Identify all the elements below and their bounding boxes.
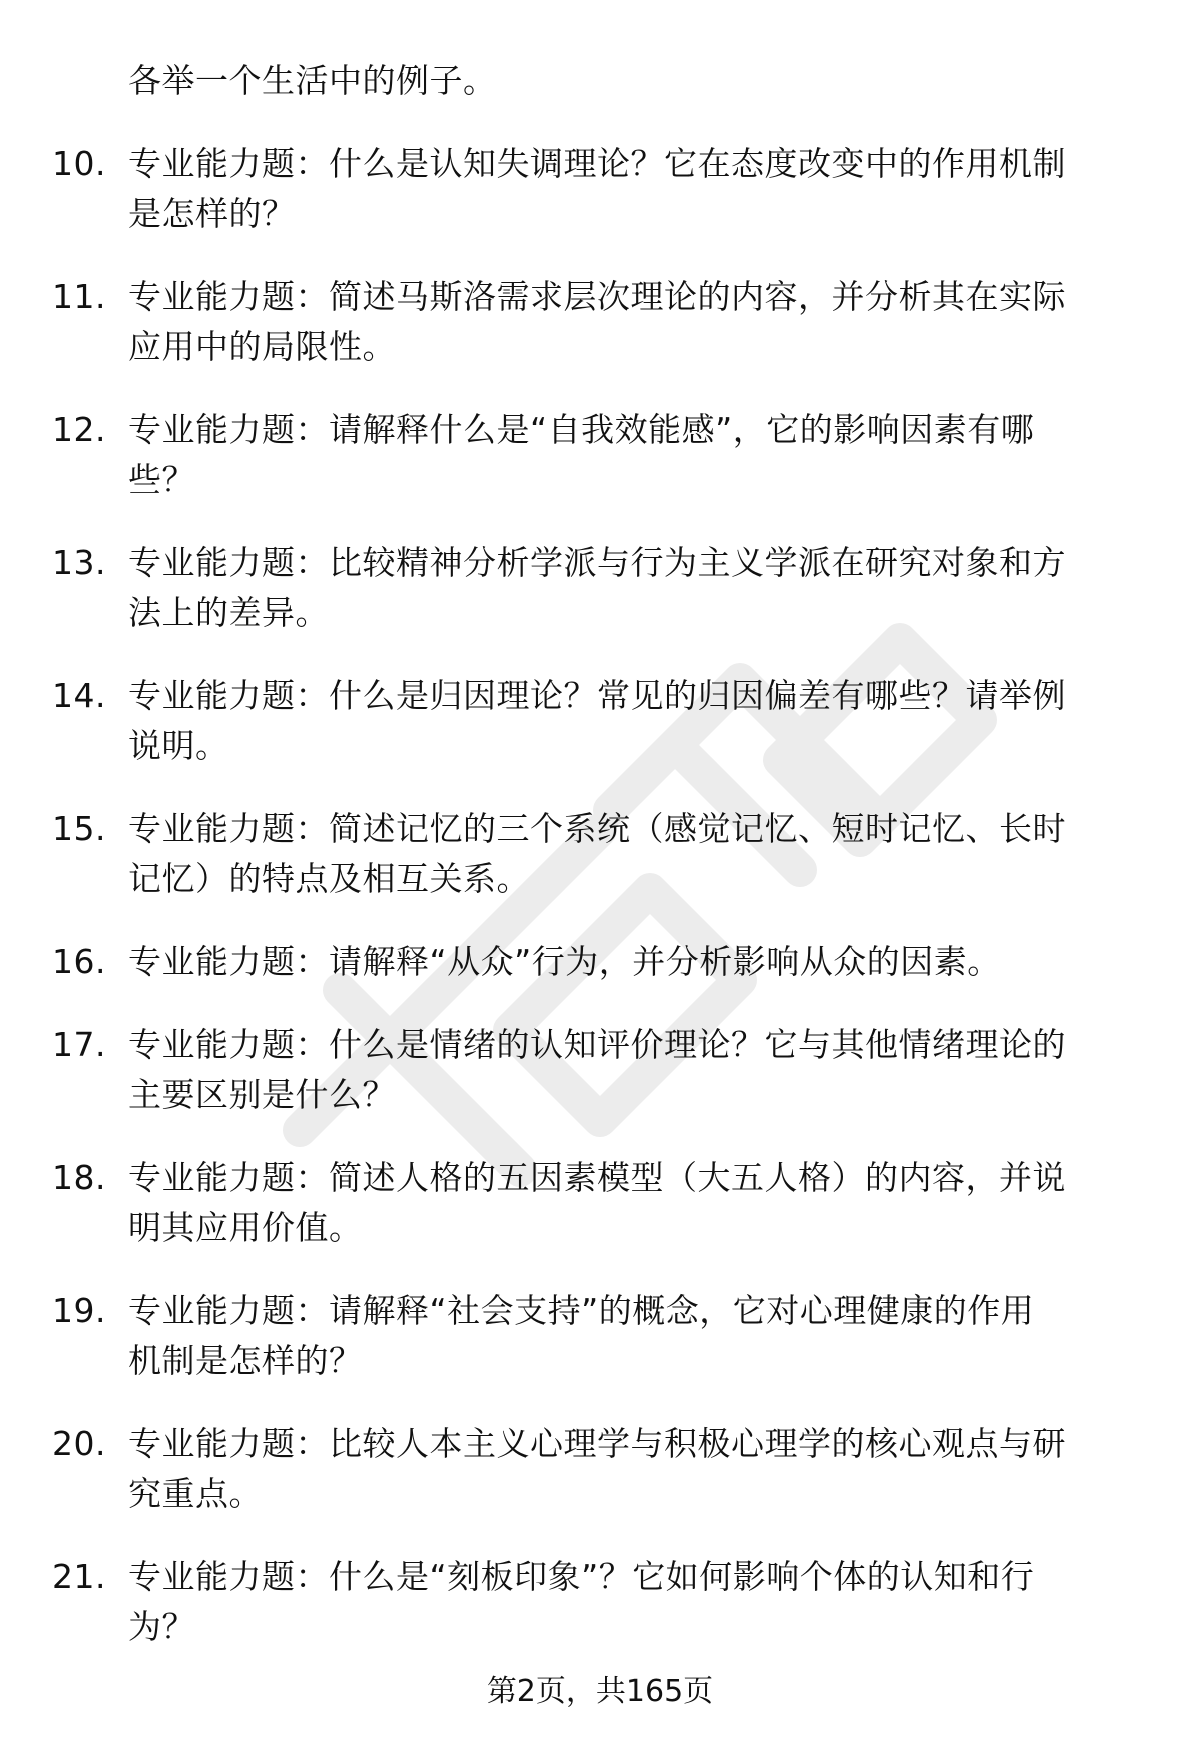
question-item [52, 405, 1142, 505]
question-text [128, 804, 1128, 904]
question-number: 21. [52, 1557, 106, 1596]
question-text-line: 专业能力题：简述马斯洛需求层次理论的内容，并分析其在实际 [128, 277, 1066, 316]
question-text-line: 主要区别是什么？ [128, 1075, 396, 1114]
question-text-line: 专业能力题：什么是情绪的认知评价理论？它与其他情绪理论的 [128, 1025, 1066, 1064]
question-text [128, 1153, 1128, 1253]
question-number: 16. [52, 942, 106, 981]
question-text-line: 究重点。 [128, 1474, 262, 1513]
question-list [52, 56, 1142, 1652]
question-item [52, 272, 1142, 372]
question-text-line: 专业能力题：简述人格的五因素模型（大五人格）的内容，并说 [128, 1158, 1066, 1197]
question-text [128, 272, 1128, 372]
question-text-line: 记忆）的特点及相互关系。 [128, 859, 530, 898]
question-item [52, 139, 1142, 239]
continuation-line: 各举一个生活中的例子。 [128, 61, 497, 100]
question-text-line: 专业能力题：比较精神分析学派与行为主义学派在研究对象和方 [128, 543, 1066, 582]
question-text [128, 1020, 1128, 1120]
question-item [52, 1153, 1142, 1253]
question-text-line: 法上的差异。 [128, 593, 329, 632]
question-text-line: 为？ [128, 1607, 195, 1646]
question-item [52, 1419, 1142, 1519]
question-number: 15. [52, 809, 106, 848]
question-number: 17. [52, 1025, 106, 1064]
question-text [128, 1552, 1128, 1652]
question-text-line: 专业能力题：比较人本主义心理学与积极心理学的核心观点与研 [128, 1424, 1066, 1463]
question-text [128, 1419, 1128, 1519]
question-item [52, 671, 1142, 771]
question-number: 12. [52, 410, 106, 449]
question-text-line: 专业能力题：什么是归因理论？常见的归因偏差有哪些？请举例 [128, 676, 1066, 715]
question-item [52, 804, 1142, 904]
question-text-line: 是怎样的？ [128, 194, 296, 233]
question-text-line: 明其应用价值。 [128, 1208, 363, 1247]
question-text-line: 专业能力题：简述记忆的三个系统（感觉记忆、短时记忆、长时 [128, 809, 1066, 848]
question-text [128, 405, 1128, 505]
question-text-line: 专业能力题：什么是认知失调理论？它在态度改变中的作用机制 [128, 144, 1066, 183]
question-text [128, 538, 1128, 638]
question-text [128, 937, 1128, 987]
question-number: 18. [52, 1158, 106, 1197]
question-text-line: 专业能力题：什么是“刻板印象”？它如何影响个体的认知和行 [128, 1557, 1035, 1596]
question-number: 20. [52, 1424, 106, 1463]
question-text-line: 说明。 [128, 726, 229, 765]
question-number: 13. [52, 543, 106, 582]
question-text-line: 专业能力题：请解释“社会支持”的概念，它对心理健康的作用 [128, 1291, 1035, 1330]
question-number: 14. [52, 676, 106, 715]
question-number: 11. [52, 277, 106, 316]
question-text-line: 机制是怎样的？ [128, 1341, 363, 1380]
question-number: 19. [52, 1291, 106, 1330]
question-text-line: 专业能力题：请解释什么是“自我效能感”，它的影响因素有哪 [128, 410, 1035, 449]
page-number-footer: 第2页，共165页 [486, 1674, 714, 1709]
question-item [52, 1286, 1142, 1386]
question-text [128, 1286, 1128, 1386]
question-item [52, 538, 1142, 638]
question-text-line: 些？ [128, 460, 195, 499]
question-text-line: 应用中的局限性。 [128, 327, 396, 366]
question-number: 10. [52, 144, 106, 183]
question-text [128, 671, 1128, 771]
question-item [52, 1552, 1142, 1652]
question-item [52, 937, 1142, 987]
question-text-line: 专业能力题：请解释“从众”行为，并分析影响从众的因素。 [128, 942, 1001, 981]
question-item [52, 1020, 1142, 1120]
question-text [128, 139, 1128, 239]
